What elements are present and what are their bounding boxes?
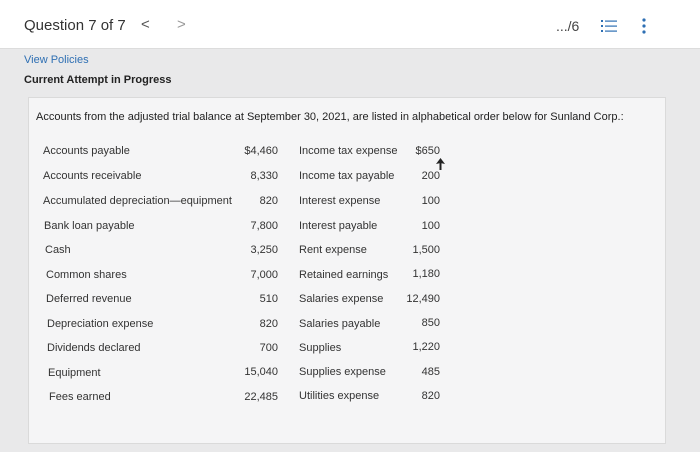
account-name: Income tax payable [299, 170, 395, 182]
account-name: Accounts payable [43, 145, 130, 157]
account-amount: 1,180 [412, 268, 440, 280]
account-name: Dividends declared [47, 342, 141, 354]
account-name: Salaries expense [299, 293, 384, 305]
account-name: Depreciation expense [47, 318, 154, 330]
account-amount: 820 [259, 318, 278, 330]
account-name: Bank loan payable [44, 220, 135, 232]
question-intro: Accounts from the adjusted trial balance at September 30, 2021, are listed in alphabetical order below for Sunland Corp.: [36, 111, 624, 123]
account-amount: 15,040 [244, 366, 278, 378]
account-amount: 7,800 [250, 220, 278, 232]
account-amount: 820 [259, 195, 278, 207]
next-question-button[interactable]: > [177, 16, 186, 33]
attempt-status: Current Attempt in Progress [24, 74, 172, 86]
question-counter: Question 7 of 7 [24, 17, 126, 34]
account-name: Retained earnings [299, 269, 389, 281]
account-name: Cash [45, 244, 71, 256]
account-name: Rent expense [299, 244, 367, 256]
account-amount: 820 [421, 390, 440, 402]
account-amount: 700 [259, 342, 278, 354]
account-amount: 485 [421, 366, 440, 378]
account-amount: 8,330 [250, 170, 278, 182]
account-name: Supplies [299, 342, 342, 354]
account-amount: 100 [421, 220, 440, 232]
account-amount: 22,485 [244, 391, 278, 403]
account-name: Salaries payable [299, 318, 381, 330]
account-amount: 3,250 [250, 244, 278, 256]
account-name: Interest payable [299, 220, 378, 232]
score-display: .../6 [556, 18, 580, 34]
account-amount: 1,220 [412, 341, 440, 353]
account-amount: 12,490 [406, 293, 440, 305]
top-bar [0, 0, 700, 49]
account-name: Equipment [48, 367, 101, 379]
account-amount: 200 [421, 170, 440, 182]
account-amount: 510 [259, 293, 278, 305]
mouse-cursor-icon [436, 158, 445, 170]
account-name: Common shares [46, 269, 127, 281]
account-amount: 1,500 [412, 244, 440, 256]
account-amount: $4,460 [244, 145, 278, 157]
account-name: Fees earned [49, 391, 111, 403]
account-amount: 100 [421, 195, 440, 207]
account-amount: 7,000 [250, 269, 278, 281]
view-policies-link[interactable]: View Policies [24, 54, 89, 66]
account-name: Supplies expense [299, 366, 386, 378]
account-amount: $650 [415, 145, 440, 157]
question-list-icon[interactable] [601, 20, 617, 32]
previous-question-button[interactable]: < [141, 16, 150, 33]
account-name: Accounts receivable [43, 170, 142, 182]
account-name: Interest expense [299, 195, 381, 207]
more-options-icon[interactable] [641, 18, 647, 34]
account-name: Income tax expense [299, 145, 398, 157]
account-name: Deferred revenue [46, 293, 132, 305]
account-amount: 850 [421, 317, 440, 329]
account-name: Accumulated depreciation—equipment [43, 195, 232, 207]
account-name: Utilities expense [299, 390, 380, 402]
